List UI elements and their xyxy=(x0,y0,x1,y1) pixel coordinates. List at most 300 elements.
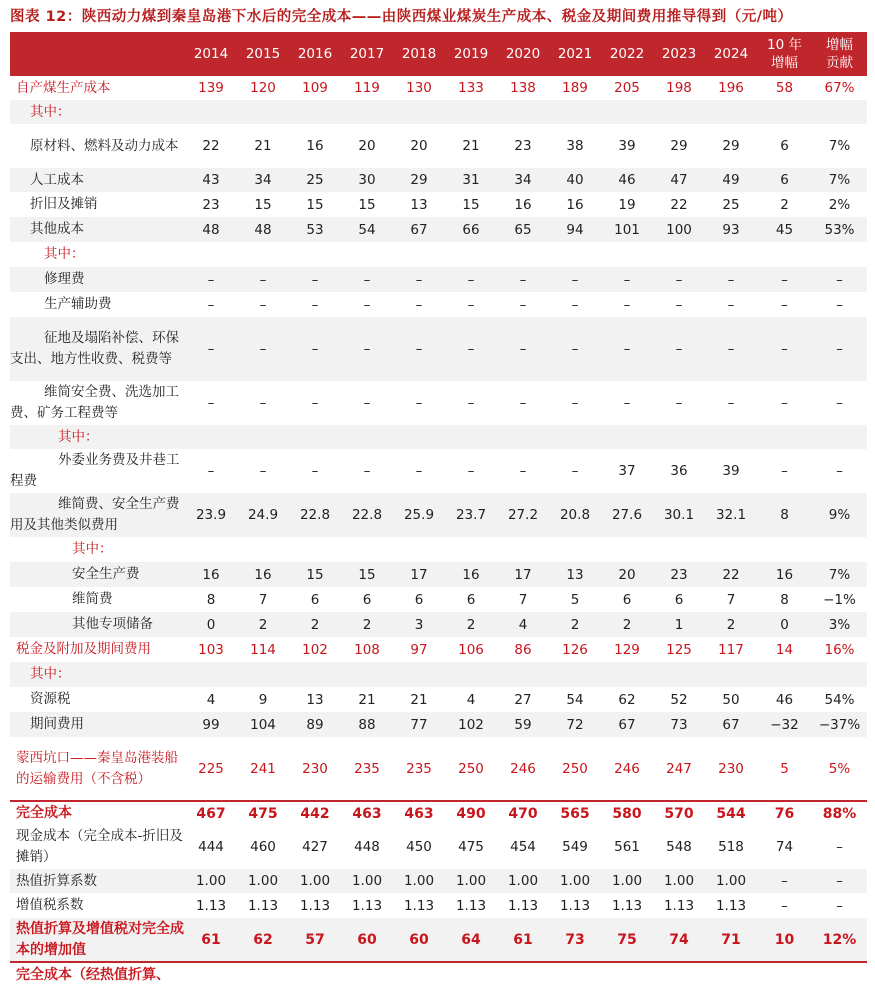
cell-value: – xyxy=(781,873,788,889)
cell-value: – xyxy=(467,395,475,411)
cell-value: 99 xyxy=(202,716,220,733)
cell-value xyxy=(705,242,757,267)
cell-value: 23.7 xyxy=(455,507,487,523)
cell-value: – xyxy=(207,463,215,479)
cell-value xyxy=(757,962,812,1006)
cell-value: 20.8 xyxy=(559,507,591,523)
cell-value: 1.00 xyxy=(247,873,279,889)
header-year: 2020 xyxy=(505,46,541,62)
chart-title: 图表 12：陕西动力煤到秦皇岛港下水后的完全成本——由陕西煤业煤炭生产成本、税金及期间费用推导得到（元/吨） xyxy=(10,9,793,25)
table-row xyxy=(10,242,867,267)
cell-value xyxy=(497,962,549,1006)
cell-value xyxy=(812,962,867,1006)
cell-value: 1.13 xyxy=(351,897,383,914)
cell-value: 205 xyxy=(614,80,640,96)
row-label: 征地及塌陷补偿、环保支出、地方性收费、税费等 xyxy=(10,330,179,367)
cell-value xyxy=(497,425,549,449)
cell-value: 67 xyxy=(618,716,636,733)
cell-value: 6 xyxy=(466,591,476,608)
cell-value: 15 xyxy=(358,566,376,583)
cell-value: 130 xyxy=(406,80,432,96)
cell-value: 1.13 xyxy=(247,897,279,914)
cell-value: – xyxy=(259,463,267,479)
table-row xyxy=(10,562,867,587)
cell-value: 490 xyxy=(445,801,497,825)
cell-value: 198 xyxy=(666,80,692,96)
header-label xyxy=(10,32,185,76)
cell-value xyxy=(341,425,393,449)
cell-value: – xyxy=(259,395,267,411)
cell-value: – xyxy=(571,296,579,313)
cell-value xyxy=(341,242,393,267)
table-row xyxy=(10,962,867,1006)
table-row xyxy=(10,612,867,637)
cell-value: 60 xyxy=(357,931,377,948)
cell-value: 52 xyxy=(670,691,688,708)
cell-value xyxy=(237,537,289,562)
cell-value: – xyxy=(519,395,527,411)
cell-value: – xyxy=(415,463,423,479)
cell-value: 230 xyxy=(718,760,744,777)
cell-value: 1.00 xyxy=(299,873,331,889)
cell-value xyxy=(445,537,497,562)
cell-value: 1.00 xyxy=(351,873,383,889)
cell-value xyxy=(289,962,341,1006)
cell-value: – xyxy=(519,463,527,479)
cell-value: 8 xyxy=(780,507,789,523)
cell-value: 2 xyxy=(622,616,632,633)
cell-value: 30.1 xyxy=(663,507,695,523)
cell-value: – xyxy=(727,395,735,411)
table-row xyxy=(10,381,867,425)
cell-value: 21 xyxy=(410,691,428,708)
cell-value: 14 xyxy=(775,641,794,658)
cell-value: – xyxy=(836,873,843,889)
cell-value: – xyxy=(623,341,631,357)
cell-value: – xyxy=(836,897,843,914)
cell-value: 235 xyxy=(406,760,432,777)
header-year: 2016 xyxy=(297,46,333,62)
table-row xyxy=(10,587,867,612)
row-label: 现金成本（完全成本-折旧及摊销） xyxy=(16,828,183,865)
cell-value: 77 xyxy=(410,716,428,733)
cell-value: – xyxy=(675,296,683,313)
cell-value: 46 xyxy=(775,691,794,708)
cell-value xyxy=(705,100,757,124)
cell-value: 15 xyxy=(358,196,376,213)
cell-value: 1.13 xyxy=(663,897,695,914)
cell-value: −32 xyxy=(770,716,799,733)
cell-value: – xyxy=(836,395,843,411)
cell-value: 1.13 xyxy=(559,897,591,914)
cell-value xyxy=(289,242,341,267)
cell-value: 463 xyxy=(341,801,393,825)
row-label: 维简费 xyxy=(72,591,113,607)
cell-value: 101 xyxy=(614,221,640,238)
cell-value: 448 xyxy=(354,839,380,855)
cell-value: – xyxy=(415,395,423,411)
cell-value xyxy=(705,662,757,687)
row-label: 其中： xyxy=(30,666,71,682)
cell-value: 16 xyxy=(775,566,794,583)
header-year: 2019 xyxy=(453,46,489,62)
cell-value: 138 xyxy=(510,80,536,96)
cell-value xyxy=(445,425,497,449)
cell-value: – xyxy=(415,296,423,313)
cell-value: 470 xyxy=(497,801,549,825)
cell-value xyxy=(549,537,601,562)
cell-value: 16 xyxy=(254,566,272,583)
cell-value: 20 xyxy=(358,138,376,154)
cell-value: 133 xyxy=(458,80,484,96)
cell-value: 6 xyxy=(674,591,684,608)
cell-value xyxy=(497,662,549,687)
cell-value: 74 xyxy=(775,839,794,855)
cell-value: 23 xyxy=(670,566,688,583)
cell-value: – xyxy=(781,341,788,357)
header-year: 2024 xyxy=(713,46,749,62)
cell-value: 23 xyxy=(514,138,532,154)
cell-value xyxy=(237,425,289,449)
cell-value xyxy=(812,242,867,267)
cell-value: 76 xyxy=(757,801,812,825)
cell-value: 1.00 xyxy=(663,873,695,889)
cell-value: 246 xyxy=(614,760,640,777)
cell-value xyxy=(601,962,653,1006)
cell-value: 38 xyxy=(566,138,584,154)
row-label: 原材料、燃料及动力成本 xyxy=(30,137,179,154)
cell-value: 25 xyxy=(722,196,740,213)
cell-value: 37 xyxy=(618,463,636,479)
cell-value: 12% xyxy=(822,931,857,948)
table-row xyxy=(10,100,867,124)
cell-value: 475 xyxy=(237,801,289,825)
row-label: 自产煤生产成本 xyxy=(16,79,111,96)
cell-value: 15 xyxy=(306,566,324,583)
cell-value xyxy=(757,662,812,687)
cell-value xyxy=(601,242,653,267)
cell-value: – xyxy=(467,271,475,288)
row-label: 资源税 xyxy=(30,691,71,707)
cell-value xyxy=(445,962,497,1006)
row-label: 其中： xyxy=(44,246,85,262)
cell-value: −37% xyxy=(818,716,861,733)
cell-value: – xyxy=(311,395,319,411)
cell-value xyxy=(393,662,445,687)
cell-value: 49 xyxy=(722,172,740,188)
cell-value xyxy=(812,425,867,449)
table-row xyxy=(10,449,867,493)
cell-value: 72 xyxy=(566,716,584,733)
cell-value: 570 xyxy=(653,801,705,825)
cell-value: – xyxy=(467,463,475,479)
cell-value: 247 xyxy=(666,760,692,777)
cell-value: 4 xyxy=(206,691,216,708)
cell-value: 7 xyxy=(258,591,268,608)
cell-value: 20 xyxy=(410,138,428,154)
cell-value: 67 xyxy=(722,716,740,733)
cell-value: 21 xyxy=(358,691,376,708)
header-growth: 10 年 增幅 xyxy=(767,37,802,71)
cell-value xyxy=(289,425,341,449)
cell-value: – xyxy=(207,341,215,357)
row-label: 增值税系数 xyxy=(16,897,84,913)
cell-value: 15 xyxy=(462,196,480,213)
cell-value: 6 xyxy=(362,591,372,608)
cell-value xyxy=(185,662,237,687)
cell-value: – xyxy=(415,271,423,288)
cell-value: 109 xyxy=(302,80,328,96)
cell-value: – xyxy=(519,341,527,357)
table-row xyxy=(10,737,867,801)
cell-value: 46 xyxy=(618,172,636,188)
cell-value: – xyxy=(363,341,371,357)
row-label: 其他专项储备 xyxy=(72,616,153,632)
cell-value xyxy=(341,537,393,562)
cell-value: 235 xyxy=(354,760,380,777)
cell-value: 2 xyxy=(310,616,320,633)
cell-value xyxy=(757,537,812,562)
cell-value: – xyxy=(363,271,371,288)
cell-value: 20 xyxy=(618,566,636,583)
cell-value: 10 xyxy=(774,931,795,948)
table-row xyxy=(10,893,867,918)
cell-value: 2 xyxy=(570,616,580,633)
cell-value xyxy=(705,425,757,449)
cell-value: 463 xyxy=(393,801,445,825)
cell-value: 60 xyxy=(409,931,429,948)
cell-value: 22 xyxy=(202,138,220,154)
row-label: 生产辅助费 xyxy=(44,296,112,312)
table-row xyxy=(10,537,867,562)
cell-value: – xyxy=(781,271,788,288)
cell-value: – xyxy=(836,296,843,313)
cell-value xyxy=(601,537,653,562)
cell-value xyxy=(237,100,289,124)
cell-value: – xyxy=(363,395,371,411)
cell-value: 580 xyxy=(601,801,653,825)
cell-value: – xyxy=(675,341,683,357)
cell-value: 22.8 xyxy=(299,507,331,523)
row-label: 安全生产费 xyxy=(72,566,140,582)
cell-value: – xyxy=(675,271,683,288)
cell-value: 7% xyxy=(828,566,851,583)
cell-value: 1.13 xyxy=(299,897,331,914)
header-year: 2021 xyxy=(557,46,593,62)
cell-value: 13 xyxy=(566,566,584,583)
cell-value: – xyxy=(519,296,527,313)
cell-value: 15 xyxy=(254,196,272,213)
table-row xyxy=(10,662,867,687)
cell-value: 16 xyxy=(202,566,220,583)
row-label: 人工成本 xyxy=(30,171,84,188)
cell-value: – xyxy=(311,271,319,288)
cell-value: 102 xyxy=(458,716,484,733)
cell-value: – xyxy=(781,897,788,914)
cell-value: 17 xyxy=(514,566,532,583)
cell-value: 117 xyxy=(718,641,744,658)
cell-value: 2 xyxy=(726,616,736,633)
cell-value: 22.8 xyxy=(351,507,383,523)
cell-value: 1.00 xyxy=(455,873,487,889)
cell-value: 74 xyxy=(669,931,689,948)
cell-value: 561 xyxy=(614,839,640,855)
table-row xyxy=(10,292,867,317)
cell-value: – xyxy=(623,395,631,411)
cell-value: 97 xyxy=(410,641,428,658)
cell-value xyxy=(549,662,601,687)
cell-value: – xyxy=(259,296,267,313)
cell-value: 43 xyxy=(202,172,220,188)
cell-value xyxy=(445,242,497,267)
cell-value: – xyxy=(675,395,683,411)
cell-value: – xyxy=(467,341,475,357)
cell-value: 24.9 xyxy=(247,507,279,523)
cell-value xyxy=(757,425,812,449)
cell-value: – xyxy=(781,463,788,479)
cell-value: 30 xyxy=(358,172,376,188)
cell-value xyxy=(185,962,237,1006)
cell-value xyxy=(289,100,341,124)
cell-value: – xyxy=(415,341,423,357)
cell-value xyxy=(497,242,549,267)
cell-value: 4 xyxy=(518,616,528,633)
cell-value: 467 xyxy=(185,801,237,825)
cell-value: – xyxy=(363,463,371,479)
cell-value xyxy=(341,100,393,124)
cell-value: 65 xyxy=(514,221,532,238)
cell-value: 6 xyxy=(780,138,789,154)
cell-value: 45 xyxy=(775,221,794,238)
cell-value: 5 xyxy=(570,591,580,608)
cell-value: 549 xyxy=(562,839,588,855)
cell-value: 5 xyxy=(780,760,789,777)
row-label: 其他成本 xyxy=(30,221,84,237)
row-label: 期间费用 xyxy=(30,716,84,732)
cell-value xyxy=(497,100,549,124)
row-label: 外委业务费及井巷工程费 xyxy=(10,452,180,489)
cell-value: 450 xyxy=(406,839,432,855)
row-label: 折旧及摊销 xyxy=(30,196,98,212)
cell-value: – xyxy=(836,271,843,288)
cell-value: 39 xyxy=(722,463,740,479)
cell-value: 29 xyxy=(410,172,428,188)
cell-value: 196 xyxy=(718,80,744,96)
cell-value: 427 xyxy=(302,839,328,855)
cell-value: – xyxy=(519,271,527,288)
cell-value: 3 xyxy=(414,616,424,633)
cell-value xyxy=(757,100,812,124)
cell-value: 126 xyxy=(562,641,588,658)
cell-value: 25.9 xyxy=(403,507,435,523)
cell-value: 5% xyxy=(828,760,851,777)
cell-value xyxy=(653,662,705,687)
cell-value: 114 xyxy=(250,641,276,658)
cell-value: 64 xyxy=(461,931,481,948)
cell-value xyxy=(393,242,445,267)
cell-value: 21 xyxy=(254,138,272,154)
cell-value: 13 xyxy=(410,196,428,213)
cell-value: 17 xyxy=(410,566,428,583)
row-label: 热值折算及增值税对完全成本的增加值 xyxy=(16,920,184,958)
cell-value: 250 xyxy=(562,760,588,777)
cell-value: 61 xyxy=(513,931,533,948)
cell-value: – xyxy=(207,296,215,313)
cell-value: 189 xyxy=(562,80,588,96)
cell-value: 88 xyxy=(358,716,376,733)
cell-value: – xyxy=(571,463,579,479)
header-year: 2022 xyxy=(609,46,645,62)
cell-value: 21 xyxy=(462,138,480,154)
cell-value: – xyxy=(207,395,215,411)
cell-value xyxy=(653,425,705,449)
cell-value: 23 xyxy=(202,196,220,213)
cell-value: 1.00 xyxy=(715,873,747,889)
cell-value: – xyxy=(259,341,267,357)
cell-value: 125 xyxy=(666,641,692,658)
cell-value: 34 xyxy=(514,172,532,188)
cell-value: 67 xyxy=(410,221,428,238)
cell-value: 22 xyxy=(722,566,740,583)
cell-value: 103 xyxy=(198,641,224,658)
cell-value: 2 xyxy=(362,616,372,633)
cell-value: 6 xyxy=(622,591,632,608)
cell-value xyxy=(237,242,289,267)
cell-value xyxy=(549,100,601,124)
cell-value xyxy=(289,662,341,687)
cell-value: – xyxy=(727,296,735,313)
cell-value xyxy=(185,425,237,449)
cell-value xyxy=(705,962,757,1006)
cell-value: 1.13 xyxy=(507,897,539,914)
cell-value: 104 xyxy=(250,716,276,733)
header-row xyxy=(10,32,867,76)
cell-value xyxy=(393,962,445,1006)
cell-value: – xyxy=(207,271,215,288)
cell-value xyxy=(549,962,601,1006)
cell-value xyxy=(445,100,497,124)
table-row xyxy=(10,869,867,893)
cell-value: 36 xyxy=(670,463,688,479)
cell-value: – xyxy=(727,341,735,357)
cell-value xyxy=(393,537,445,562)
cell-value xyxy=(601,662,653,687)
cell-value: 54 xyxy=(358,221,376,238)
cell-value: 89 xyxy=(306,716,324,733)
cell-value: 518 xyxy=(718,839,744,855)
cell-value: 13 xyxy=(306,691,324,708)
cell-value: 2 xyxy=(466,616,476,633)
cell-value: 16 xyxy=(306,138,324,154)
cell-value: – xyxy=(571,271,579,288)
cell-value: 50 xyxy=(722,691,740,708)
cell-value: 120 xyxy=(250,80,276,96)
row-label: 蒙西坑口——秦皇岛港装船的运输费用（不含税） xyxy=(16,749,178,787)
cell-value: 475 xyxy=(458,839,484,855)
cell-value: 6 xyxy=(780,172,789,188)
table-row xyxy=(10,217,867,242)
cell-value xyxy=(237,962,289,1006)
cell-value: 86 xyxy=(514,641,532,658)
table-row xyxy=(10,493,867,537)
cell-value: 54 xyxy=(566,691,584,708)
table-row xyxy=(10,124,867,168)
cell-value: 54% xyxy=(824,691,855,708)
table-row xyxy=(10,425,867,449)
cell-value: 250 xyxy=(458,760,484,777)
cell-value: – xyxy=(623,296,631,313)
cell-value: 27.2 xyxy=(507,507,539,523)
